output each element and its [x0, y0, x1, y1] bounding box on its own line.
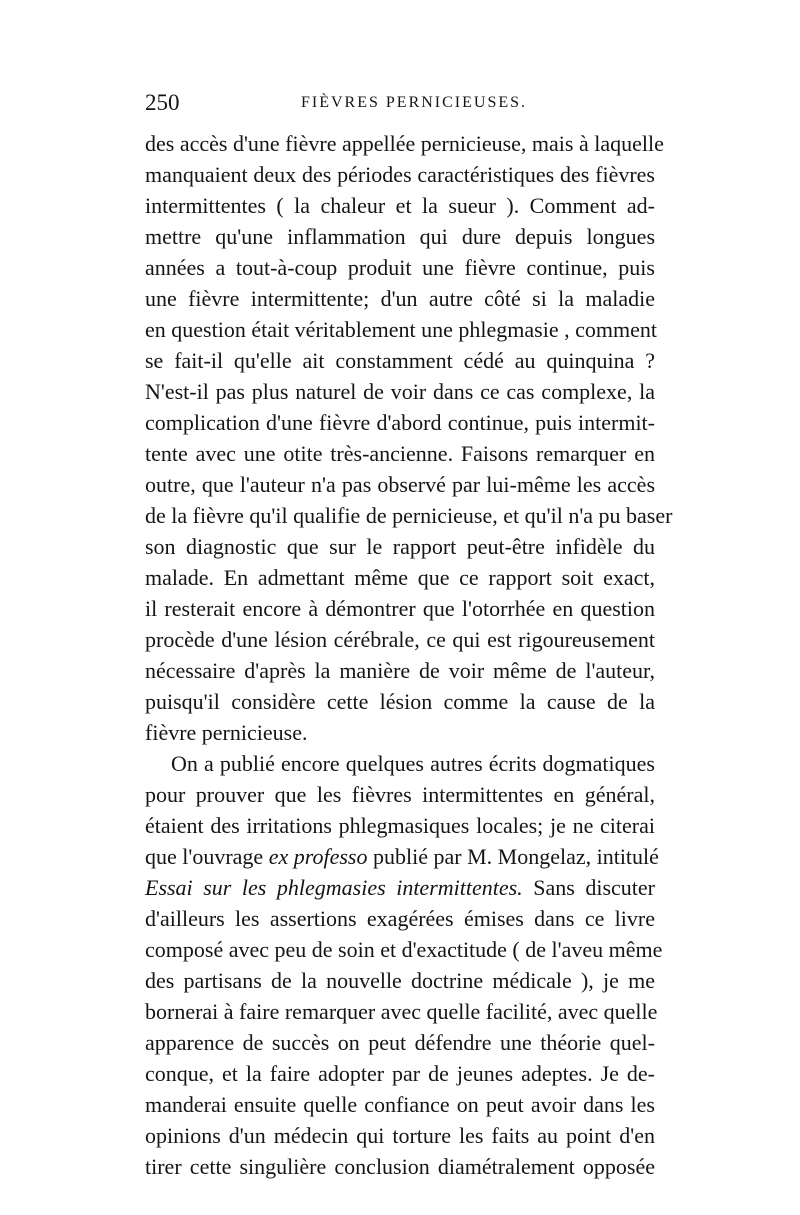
text-line: étaient des irritations phlegmasiques locales; je ne citerai	[145, 813, 655, 838]
text-line: il resterait encore à démontrer que l'otorrhée en question	[145, 596, 655, 621]
text-line: une fièvre intermittente; d'un autre côté si la maladie	[145, 286, 655, 311]
text-line	[145, 872, 655, 903]
text-line: de la fièvre qu'il qualifie de pernicieuse, et qu'il n'a pu baser	[145, 503, 673, 528]
page-header	[145, 90, 655, 124]
text-segment: que l'ouvrage	[145, 844, 269, 869]
text-line: des accès d'une fièvre appellée pernicieuse, mais à laquelle	[145, 131, 664, 156]
text-segment: Sans discuter	[522, 875, 655, 900]
text-line: manderai ensuite quelle confiance on peut avoir dans les	[145, 1092, 655, 1117]
text-line: des partisans de la nouvelle doctrine médicale ), je me	[145, 968, 655, 993]
page-number: 250	[145, 90, 180, 115]
text-line: intermittentes ( la chaleur et la sueur ). Comment ad-	[145, 193, 655, 218]
text-line: composé avec peu de soin et d'exactitude ( de l'aveu même	[145, 937, 663, 962]
text-line: bornerai à faire remarquer avec quelle facilité, avec quelle	[145, 999, 658, 1024]
body-text	[145, 128, 673, 1182]
text-line: apparence de succès on peut défendre une théorie quel-	[145, 1030, 655, 1055]
text-line: manquaient deux des périodes caractéristiques des fièvres	[145, 162, 655, 187]
text-line: tirer cette singulière conclusion diamétralement opposée	[145, 1154, 655, 1179]
text-line: tente avec une otite très-ancienne. Faisons remarquer en	[145, 441, 655, 466]
text-line: conque, et la faire adopter par de jeunes adeptes. Je de-	[145, 1061, 655, 1086]
book-title: Essai sur les phlegmasies intermittentes.	[145, 875, 523, 900]
text-line	[145, 841, 659, 872]
text-line: N'est-il pas plus naturel de voir dans ce cas complexe, la	[145, 379, 655, 404]
text-line: opinions d'un médecin qui torture les faits au point d'en	[145, 1123, 655, 1148]
text-segment: publié par M. Mongelaz, intitulé	[367, 844, 659, 869]
text-line: fièvre pernicieuse.	[145, 720, 308, 745]
text-line: pour prouver que les fièvres intermittentes en général,	[145, 782, 655, 807]
text-line: puisqu'il considère cette lésion comme la cause de la	[145, 689, 655, 714]
text-line: malade. En admettant même que ce rapport soit exact,	[145, 565, 655, 590]
text-line: se fait-il qu'elle ait constamment cédé au quinquina ?	[145, 348, 655, 373]
text-line: procède d'une lésion cérébrale, ce qui est rigoureusement	[145, 627, 655, 652]
text-line: en question était véritablement une phlegmasie , comment	[145, 317, 657, 342]
text-line: son diagnostic que sur le rapport peut-être infidèle du	[145, 534, 655, 559]
text-line: années a tout-à-coup produit une fièvre continue, puis	[145, 255, 655, 280]
italic-phrase: ex professo	[268, 844, 368, 869]
text-line: outre, que l'auteur n'a pas observé par lui-même les accès	[145, 472, 655, 497]
text-line: mettre qu'une inflammation qui dure depuis longues	[145, 224, 655, 249]
text-line: d'ailleurs les assertions exagérées émises dans ce livre	[145, 906, 655, 931]
running-title: FIÈVRES PERNICIEUSES.	[301, 94, 528, 111]
text-line: On a publié encore quelques autres écrits dogmatiques	[171, 751, 655, 776]
text-line: nécessaire d'après la manière de voir même de l'auteur,	[145, 658, 655, 683]
text-line: complication d'une fièvre d'abord continue, puis intermit-	[145, 410, 655, 435]
